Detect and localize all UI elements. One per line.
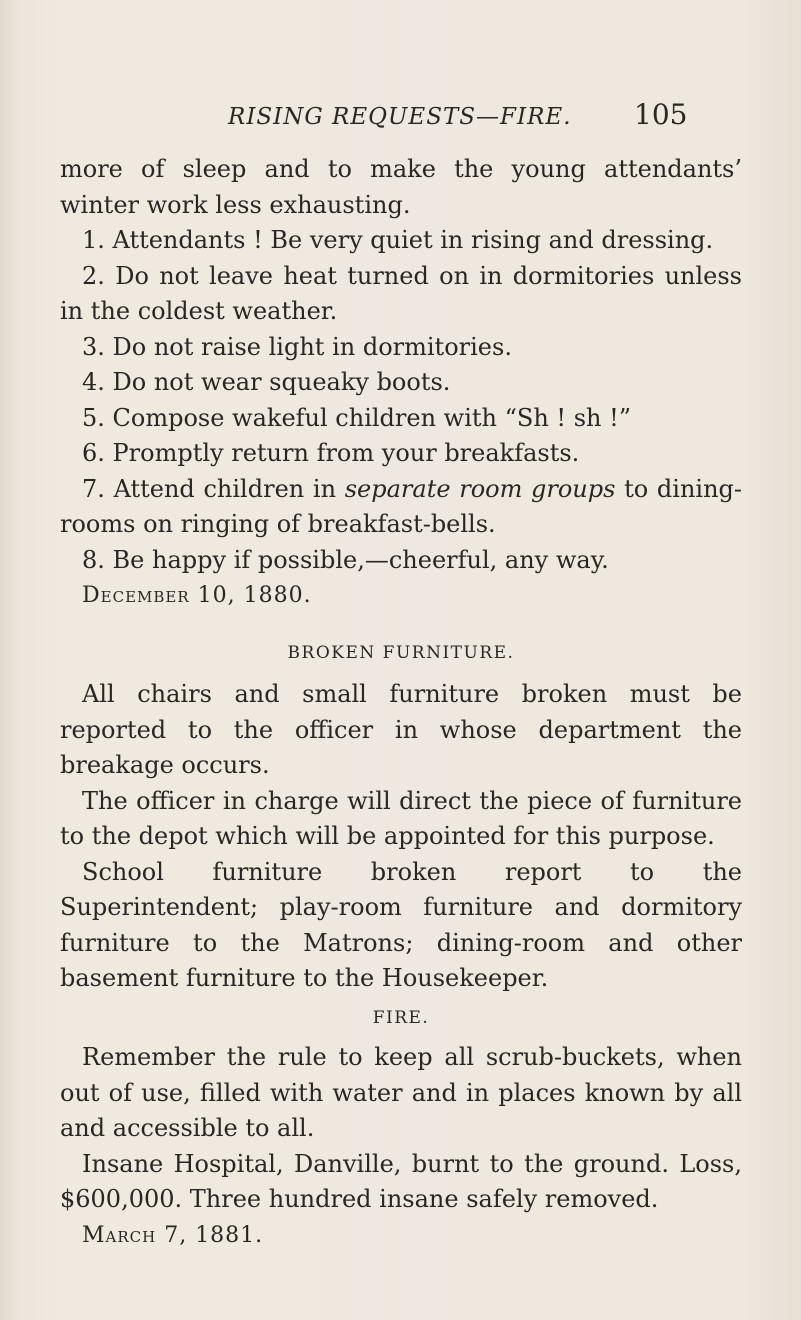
rule-1: 1. Attendants ! Be very quiet in rising and dressing. xyxy=(82,226,714,254)
broken-furniture-paragraph-1: All chairs and small furniture broken must be reported to the officer in whose department the breakage occurs. xyxy=(60,680,742,779)
rule-3: 3. Do not raise light in dormitories. xyxy=(82,332,512,361)
rule-7-emphasis: separate room groups xyxy=(344,474,616,503)
broken-furniture-paragraph-3: School furniture broken report to the Superintendent; play-room furniture and dormitory furniture to the Matrons; dining-room and other basement furniture to the Housekeeper. xyxy=(60,857,742,992)
rule-8: 8. Be happy if possible,—cheerful, any way. xyxy=(82,545,609,574)
running-head: RISING REQUESTS—FIRE. xyxy=(228,104,572,130)
page-number: 105 xyxy=(634,98,688,131)
rising-date: December 10, 1880. xyxy=(82,583,312,608)
rule-7-lead: 7. Attend children in xyxy=(82,474,345,503)
rule-5: 5. Compose wakeful children with “Sh ! sh !” xyxy=(82,403,632,432)
fire-heading: FIRE. xyxy=(372,1007,430,1028)
fire-paragraph-2: Insane Hospital, Danville, burnt to the ground. Loss, $600,000. Three hundred insane safely removed. xyxy=(60,1149,742,1213)
rule-6: 6. Promptly return from your breakfasts. xyxy=(82,439,580,467)
page-body xyxy=(60,152,742,1253)
fire-paragraph-1: Remember the rule to keep all scrub-buckets, when out of use, filled with water and in places known by all and accessible to all. xyxy=(60,1043,742,1142)
continuation-paragraph: more of sleep and to make the young attendants’ winter work less exhausting. xyxy=(60,155,742,219)
rule-7 xyxy=(60,472,742,543)
fire-date: March 7, 1881. xyxy=(82,1222,264,1248)
broken-furniture-paragraph-2: The officer in charge will direct the piece of furniture to the depot which will be appointed for this purpose. xyxy=(60,786,742,850)
rule-4: 4. Do not wear squeaky boots. xyxy=(82,368,451,396)
broken-furniture-heading: BROKEN FURNITURE. xyxy=(287,642,515,663)
page-header xyxy=(0,98,801,144)
rule-2: 2. Do not leave heat turned on in dormitories unless in the coldest weather. xyxy=(60,261,742,325)
rule-7-tail: to dining-rooms on ringing of breakfast-bells. xyxy=(60,474,743,538)
